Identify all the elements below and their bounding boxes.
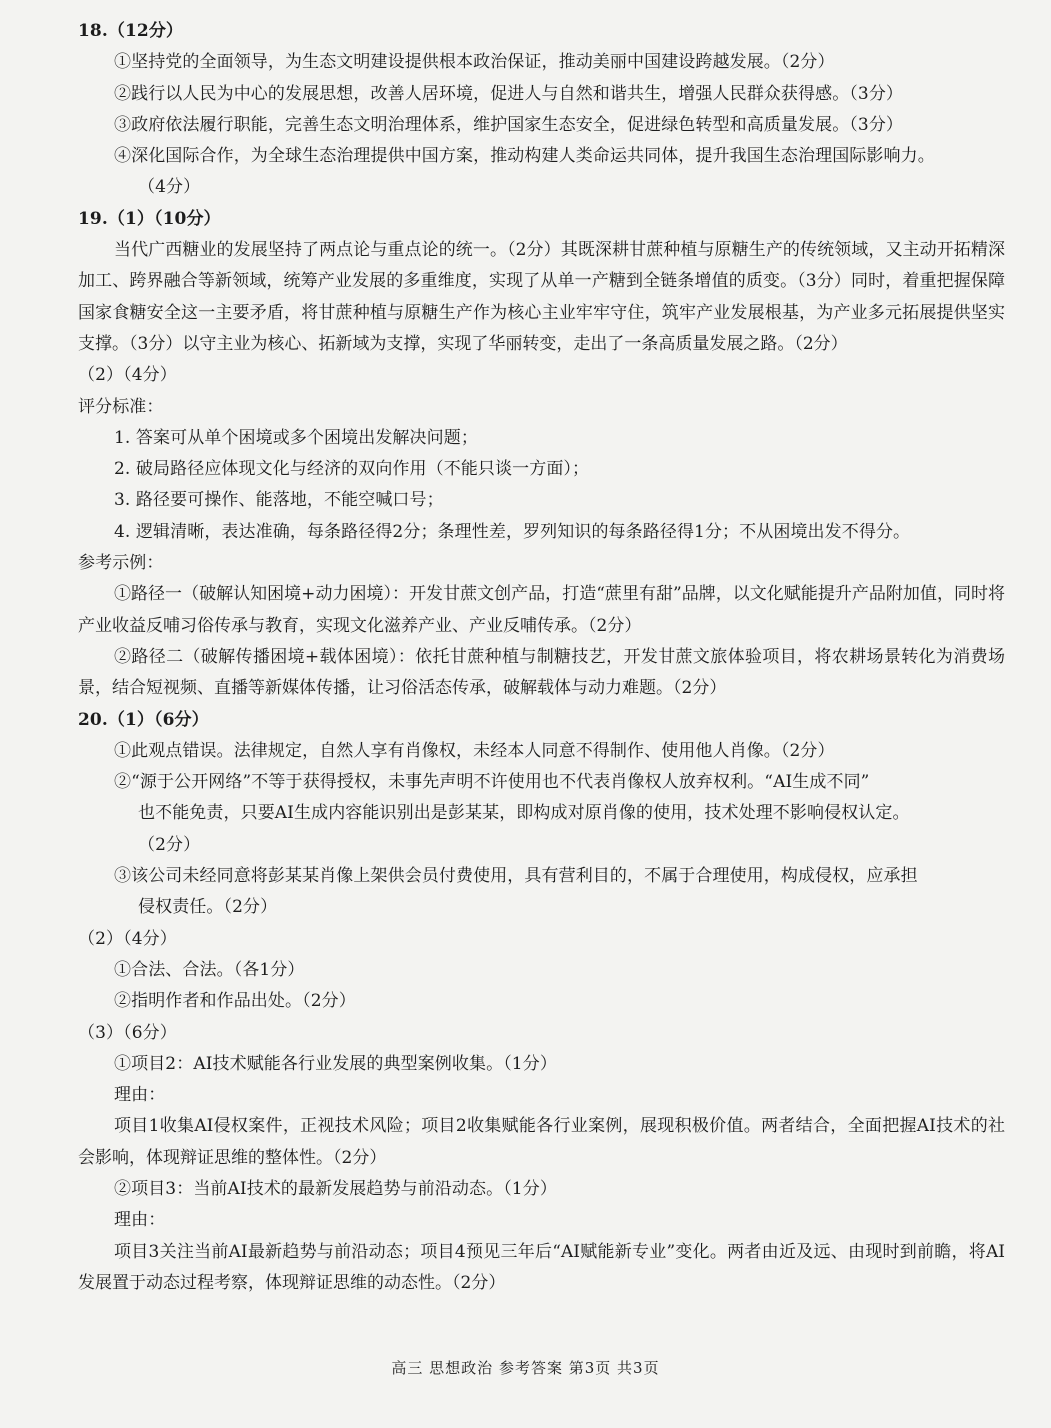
q20-reason-label-1: 理由：	[114, 1085, 166, 1106]
q19-answer-paragraph: 当代广西糖业的发展坚持了两点论与重点论的统一。（2分）其既深耕甘蔗种植与原糖生产的传统领域，又主动开拓精深加工、跨界融合等新领域，统筹产业发展的多重维度，实现了从单一产糖到全链条增值的质变。（3分）同时，着重把握保障国家食糖安全这一主要矛盾，将甘蔗种植与原糖生产作为核心主业牢牢守住，筑牢产业发展根基，为产业多元拓展提供坚实支撑。（3分）以守主业为核心、拓新域为支撑，实现了华丽转变，走出了一条高质量发展之路。（2分）	[78, 240, 1005, 354]
q19-criteria-title: 评分标准：	[78, 396, 164, 417]
q18-item-3: ③政府依法履行职能，完善生态文明治理体系，维护国家生态安全，促进绿色转型和高质量发展。（3分）	[114, 114, 904, 135]
q18-header: 18.（12分）	[78, 21, 184, 41]
q20-project-2-reason: 项目1收集AI侵权案件，正视技术风险；项目2收集赋能各行业案例，展现积极价值。两者结合，全面把握AI技术的社会影响，体现辩证思维的整体性。（2分）	[78, 1116, 1005, 1168]
q19-example-1: ①路径一（破解认知困境+动力困境）：开发甘蔗文创产品，打造“蔗里有甜”品牌，以文化赋能提升产品附加值，同时将产业收益反哺习俗传承与教育，实现文化滋养产业、产业反哺传承。（2分）	[78, 584, 1005, 636]
q20-item-3-line2: 侵权责任。（2分）	[138, 897, 278, 918]
q20-header: 20.（1）（6分）	[78, 709, 209, 730]
q20-reason-label-2: 理由：	[114, 1210, 166, 1231]
q18-item-4: ④深化国际合作，为全球生态治理提供中国方案，推动构建人类命运共同体，提升我国生态治理国际影响力。	[114, 146, 935, 167]
q19-header: 19.（1）（10分）	[78, 208, 221, 229]
q20-project-3-reason: 项目3关注当前AI最新趋势与前沿动态；项目4预见三年后“AI赋能新专业”变化。两者由近及远、由现时到前瞻，将AI发展置于动态过程考察，体现辩证思维的动态性。（2分）	[78, 1241, 1005, 1293]
q20-sub2-item-1: ①合法、合法。（各1分）	[114, 959, 305, 980]
q18-item-1: ①坚持党的全面领导，为生态文明建设提供根本政治保证，推动美丽中国建设跨越发展。（2分）	[114, 52, 835, 73]
q20-item-3-line1: ③该公司未经同意将彭某某肖像上架供会员付费使用，具有营利目的，不属于合理使用，构成侵权，应承担	[114, 866, 918, 887]
q19-criterion-3: 3. 路径要可操作、能落地，不能空喊口号；	[114, 490, 444, 511]
q20-sub3-header: （3）（6分）	[78, 1022, 177, 1043]
page-footer: 高三 思想政治 参考答案 第3页 共3页	[391, 1359, 660, 1377]
q20-item-1: ①此观点错误。法律规定，自然人享有肖像权，未经本人同意不得制作、使用他人肖像。（2分）	[114, 740, 835, 761]
q20-sub2-item-2: ②指明作者和作品出处。（2分）	[114, 991, 356, 1012]
q18-item-2: ②践行以人民为中心的发展思想，改善人居环境，促进人与自然和谐共生，增强人民群众获得感。（3分）	[114, 83, 904, 104]
q19-criterion-2: 2. 破局路径应体现文化与经济的双向作用（不能只谈一方面）；	[114, 459, 590, 480]
q20-item-2-line1: ②“源于公开网络”不等于获得授权，未事先声明不许使用也不代表肖像权人放弃权利。“AI生成不同”	[114, 772, 870, 793]
q20-sub2-header: （2）（4分）	[78, 928, 177, 949]
q20-project-3-title: ②项目3：当前AI技术的最新发展趋势与前沿动态。（1分）	[114, 1178, 557, 1199]
q20-item-2-line2: 也不能免责，只要AI生成内容能识别出是彭某某，即构成对原肖像的使用，技术处理不影响侵权认定。	[138, 803, 910, 824]
q19-criterion-1: 1. 答案可从单个困境或多个困境出发解决问题；	[114, 427, 478, 448]
q19-sub2-header: （2）（4分）	[78, 365, 177, 386]
q18-item-4-score: （4分）	[138, 177, 201, 198]
q20-project-2-title: ①项目2：AI技术赋能各行业发展的典型案例收集。（1分）	[114, 1053, 557, 1074]
q20-item-2-score: （2分）	[138, 834, 201, 855]
q19-example-2: ②路径二（破解传播困境+载体困境）：依托甘蔗种植与制糖技艺，开发甘蔗文旅体验项目，将农耕场景转化为消费场景，结合短视频、直播等新媒体传播，让习俗活态传承，破解载体与动力难题。（2分）	[78, 646, 1005, 699]
q19-criterion-4: 4. 逻辑清晰，表达准确，每条路径得2分；条理性差，罗列知识的每条路径得1分；不从困境出发不得分。	[114, 521, 911, 542]
q19-example-title: 参考示例：	[78, 553, 164, 574]
